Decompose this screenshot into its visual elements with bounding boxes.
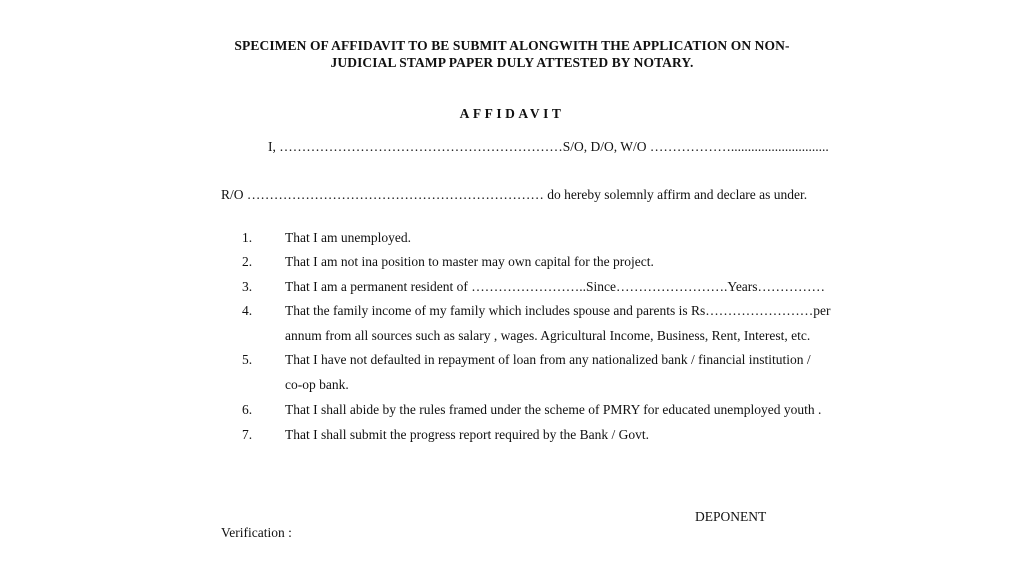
document-title: AFFIDAVIT — [459, 106, 565, 121]
list-item-number: 1. — [242, 230, 253, 245]
list-item-text: That I am not ina position to master may own capital for the project. — [285, 254, 654, 269]
list-item-text: That I am a permanent resident of ……………………..Since…………………….Years…………… — [285, 279, 826, 294]
header-line-1: SPECIMEN OF AFFIDAVIT TO BE SUBMIT ALONGWITH THE APPLICATION ON NON- — [234, 38, 790, 53]
list-item-number: 5. — [242, 352, 253, 367]
residence-declaration-line: R/O ………………………………………………………… do hereby solemnly affirm and declare as under. — [221, 187, 808, 202]
list-item-text: That I shall abide by the rules framed under the scheme of PMRY for educated unemployed youth . — [285, 402, 822, 417]
list-item-continuation: annum from all sources such as salary , wages. Agricultural Income, Business, Rent, Interest, etc. — [285, 328, 811, 343]
header-line-2: JUDICIAL STAMP PAPER DULY ATTESTED BY NOTARY. — [330, 55, 694, 70]
list-item-text: That I have not defaulted in repayment of loan from any nationalized bank / financial institution / — [285, 352, 811, 367]
list-item-number: 4. — [242, 303, 253, 318]
list-item-number: 2. — [242, 254, 253, 269]
list-item-number: 3. — [242, 279, 253, 294]
name-declaration-line: I, ………………………………………………………S/O, D/O, W/O ………………............................. — [268, 139, 829, 154]
list-item-number: 7. — [242, 427, 253, 442]
list-item-number: 6. — [242, 402, 253, 417]
list-item-text: That I am unemployed. — [285, 230, 411, 245]
verification-label: Verification : — [221, 525, 292, 540]
list-item-text: That I shall submit the progress report required by the Bank / Govt. — [285, 427, 650, 442]
list-item-text: That the family income of my family which includes spouse and parents is Rs……………………per — [285, 303, 831, 318]
deponent-label: DEPONENT — [695, 509, 767, 524]
list-item-continuation: co-op bank. — [285, 377, 349, 392]
